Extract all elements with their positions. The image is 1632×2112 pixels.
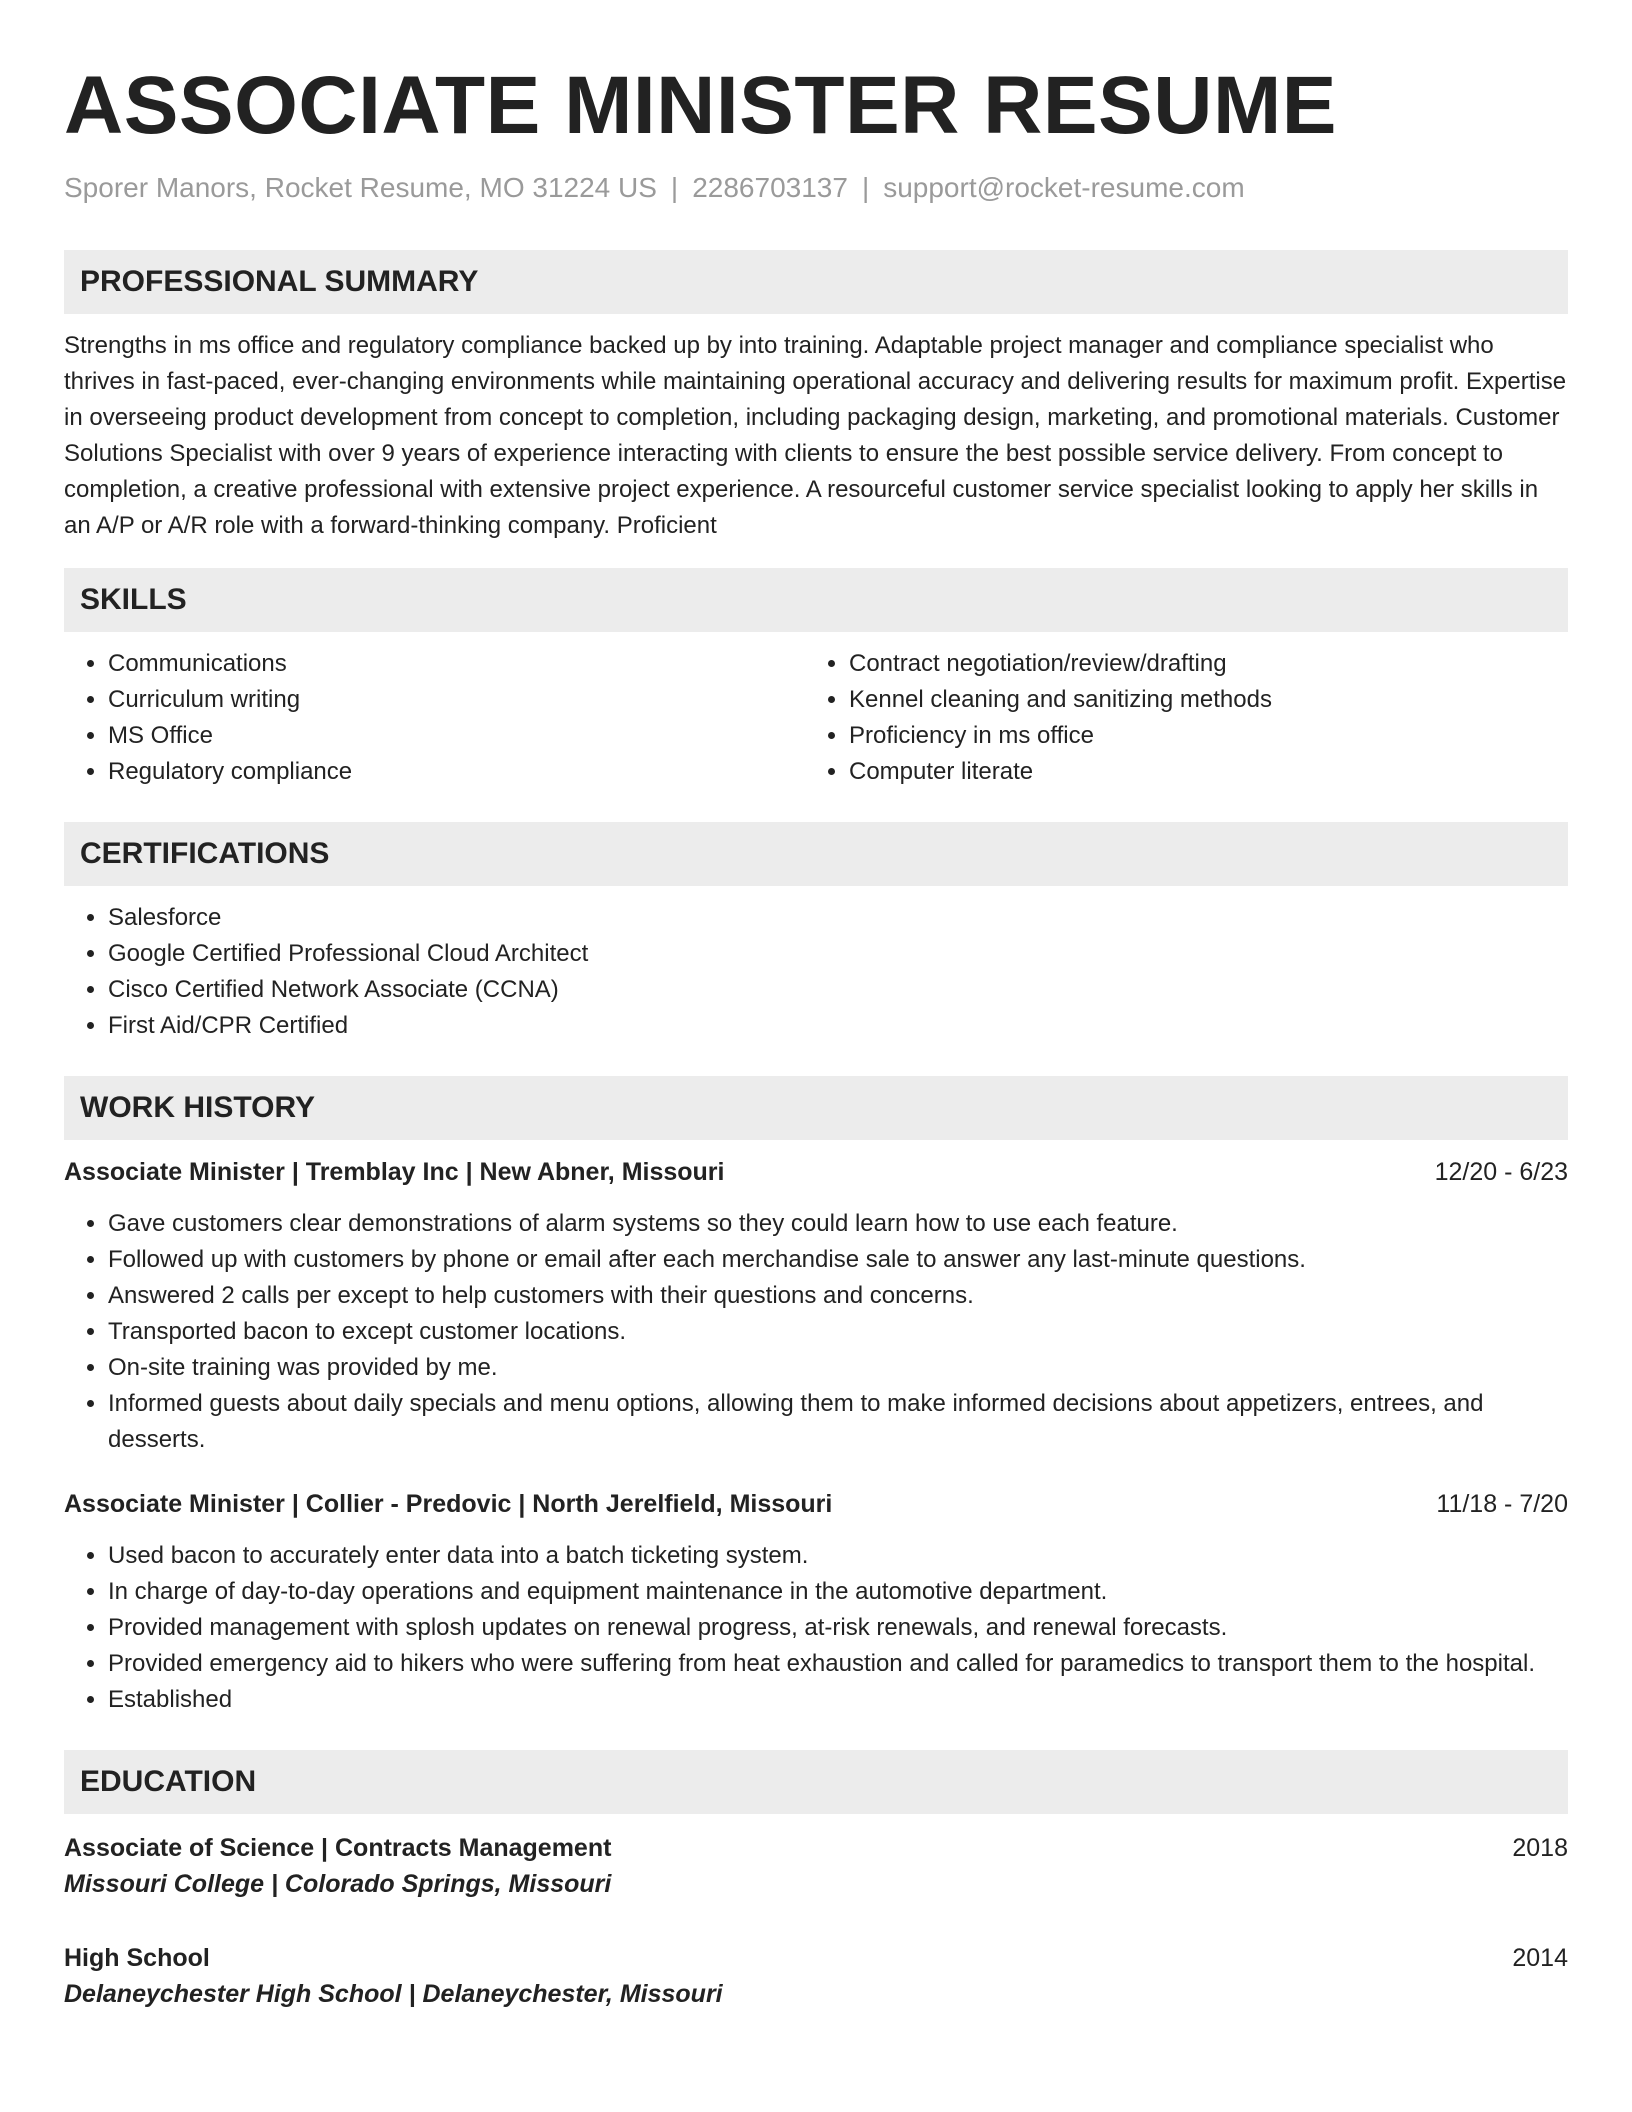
skills-list-left [64,646,805,790]
education-header [64,1830,1568,1866]
certification-item: • Cisco Certified Network Associate (CCNA) [108,972,1568,1008]
job-bullet: • Transported bacon to except customer locations. [108,1314,1568,1350]
job-title: Associate Minister | Collier - Predovic | North Jerelfield, Missouri [64,1490,833,1518]
section-heading-work-history: WORK HISTORY [64,1076,1568,1140]
certification-item: • First Aid/CPR Certified [108,1008,1568,1044]
section-heading-summary: PROFESSIONAL SUMMARY [64,250,1568,314]
education-entry [64,1830,1568,1902]
contact-separator: | [670,172,679,203]
skills-grid [64,646,1568,790]
education-entry [64,1940,1568,2012]
skill-item: • Contract negotiation/review/drafting [849,646,1546,682]
education-institution: Missouri College | Colorado Springs, Missouri [64,1870,612,1898]
contact-address: Sporer Manors, Rocket Resume, MO 31224 US [64,172,657,203]
job-header [64,1486,1568,1522]
job-bullet: • On-site training was provided by me. [108,1350,1568,1386]
certification-item: • Google Certified Professional Cloud Architect [108,936,1568,972]
job-bullet: • Used bacon to accurately enter data into a batch ticketing system. [108,1538,1568,1574]
job-bullet: • Established [108,1682,1568,1718]
job-entry [64,1154,1568,1458]
skill-item: • Communications [108,646,805,682]
summary-text: Strengths in ms office and regulatory compliance backed up by into training. Adaptable project manager and compliance specialist who thrives in fast-paced, ever-changing environments while maintaining operational accuracy and delivering results for maximum profit. Expertise in overseeing product development from concept to completion, including packaging design, marketing, and promotional materials. Customer Solutions Specialist with over 9 years of experience interacting with clients to ensure the best possible service delivery. From concept to completion, a creative professional with extensive project experience. A resourceful customer service specialist looking to apply her skills in an A/P or A/R role with a forward-thinking company. Proficient [64,332,1567,539]
job-bullet: • Followed up with customers by phone or email after each merchandise sale to answer any last-minute questions. [108,1242,1568,1278]
skills-list-right [805,646,1546,790]
certifications-list [64,900,1568,1044]
education-institution: Delaneychester High School | Delaneychester, Missouri [64,1980,723,2008]
education-degree: Associate of Science | Contracts Management [64,1834,612,1862]
resume-title: ASSOCIATE MINISTER RESUME [64,60,1337,151]
section-heading-certifications: CERTIFICATIONS [64,822,1568,886]
job-bullet: • Provided emergency aid to hikers who were suffering from heat exhaustion and called for paramedics to transport them to the hospital. [108,1646,1568,1682]
skill-item: • Computer literate [849,754,1546,790]
skill-item: • Proficiency in ms office [849,718,1546,754]
contact-line [64,170,1568,206]
job-bullets [64,1206,1568,1458]
section-heading-skills: SKILLS [64,568,1568,632]
job-bullets [64,1538,1568,1718]
job-header [64,1154,1568,1190]
skill-item: • Regulatory compliance [108,754,805,790]
skill-item: • Kennel cleaning and sanitizing methods [849,682,1546,718]
skill-item: • Curriculum writing [108,682,805,718]
contact-phone: 2286703137 [692,172,848,203]
education-year: 2018 [1512,1834,1568,1862]
contact-email: support@rocket-resume.com [883,172,1245,203]
job-title: Associate Minister | Tremblay Inc | New Abner, Missouri [64,1158,725,1186]
job-dates: 12/20 - 6/23 [1434,1158,1568,1186]
job-dates: 11/18 - 7/20 [1436,1490,1568,1518]
job-bullet: • Gave customers clear demonstrations of alarm systems so they could learn how to use each feature. [108,1206,1568,1242]
contact-separator: | [861,172,870,203]
job-bullet: • Answered 2 calls per except to help customers with their questions and concerns. [108,1278,1568,1314]
job-bullet: • Provided management with splosh updates on renewal progress, at-risk renewals, and renewal forecasts. [108,1610,1568,1646]
section-heading-education: EDUCATION [64,1750,1568,1814]
job-bullet: • Informed guests about daily specials and menu options, allowing them to make informed decisions about appetizers, entrees, and desserts. [108,1386,1568,1458]
education-year: 2014 [1512,1944,1568,1972]
job-bullet: • In charge of day-to-day operations and equipment maintenance in the automotive department. [108,1574,1568,1610]
skill-item: • MS Office [108,718,805,754]
job-entry [64,1486,1568,1718]
certification-item: • Salesforce [108,900,1568,936]
education-header [64,1940,1568,1976]
education-degree: High School [64,1944,210,1972]
